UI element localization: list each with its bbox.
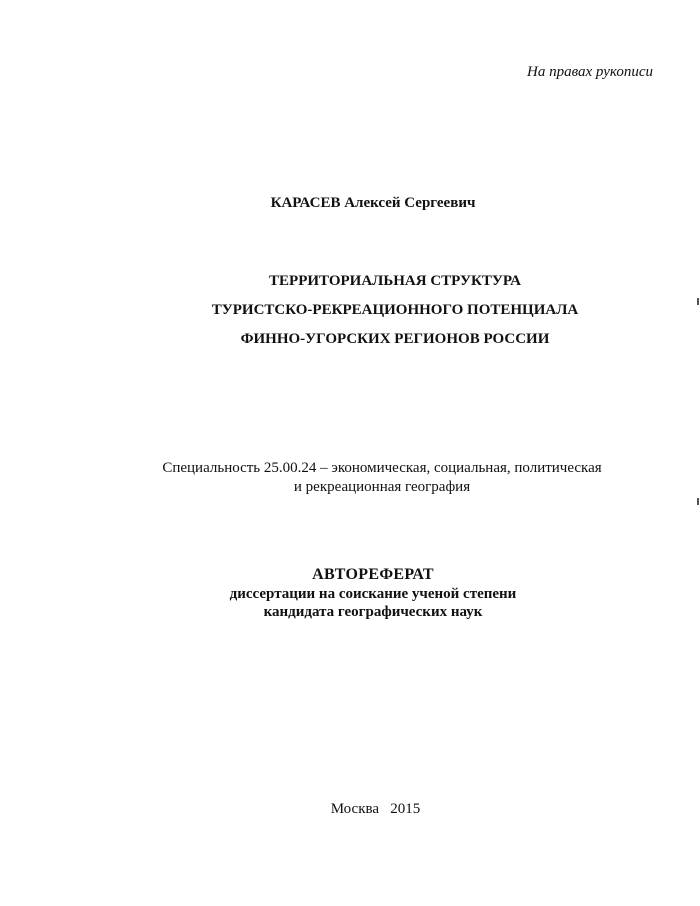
manuscript-notice: На правах рукописи — [527, 64, 653, 80]
title-line: ФИННО-УГОРСКИХ РЕГИОНОВ РОССИИ — [240, 331, 550, 347]
place-year: Москва 2015 — [330, 801, 421, 817]
abstract-heading: АВТОРЕФЕРАТ — [312, 566, 434, 583]
scan-edge-mark — [697, 498, 699, 505]
degree-line: диссертации на соискание ученой степени — [229, 586, 517, 602]
abstract-block — [0, 565, 700, 621]
author-name: КАРАСЕВ Алексей Сергеевич — [270, 195, 476, 211]
dissertation-title — [0, 267, 700, 354]
degree-line: кандидата географических наук — [263, 604, 483, 620]
specialty-line: Специальность 25.00.24 – экономическая, социальная, политическая — [162, 460, 602, 476]
specialty-line: и рекреационная география — [293, 479, 471, 495]
scan-edge-mark — [697, 298, 699, 305]
title-line: ТЕРРИТОРИАЛЬНАЯ СТРУКТУРА — [269, 273, 521, 289]
specialty-block — [0, 459, 700, 497]
title-line: ТУРИСТСКО-РЕКРЕАЦИОННОГО ПОТЕНЦИАЛА — [211, 302, 579, 318]
